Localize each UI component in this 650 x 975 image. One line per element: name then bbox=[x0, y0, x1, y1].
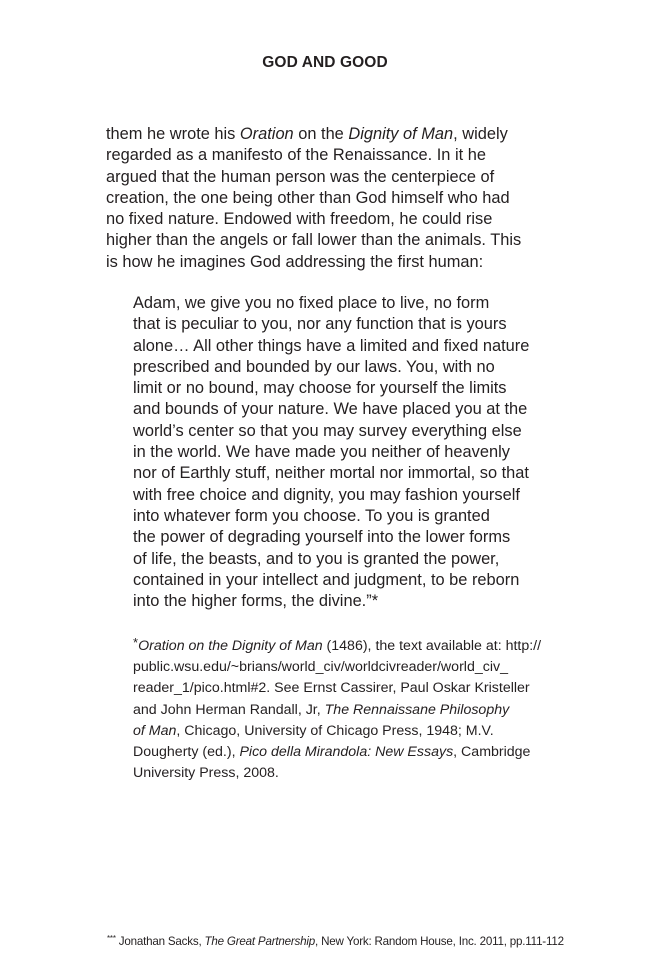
quote-line: world’s center so that you may survey everything else bbox=[133, 421, 522, 440]
quote-line: Adam, we give you no fixed place to live, no form bbox=[133, 294, 490, 312]
quote-line: and bounds of your nature. We have placed you at the bbox=[133, 400, 528, 419]
body-paragraph bbox=[106, 124, 556, 273]
block-quote bbox=[133, 293, 561, 612]
quote-line: in the world. We have made you neither of heavenly bbox=[133, 443, 510, 462]
body-line: is how he imagines God addressing the first human: bbox=[106, 252, 484, 271]
body-line: argued that the human person was the centerpiece of bbox=[106, 167, 495, 186]
note-marker: * bbox=[133, 635, 139, 650]
page-footnote: *** Jonathan Sacks, The Great Partnership, New York: Random House, Inc. 2011, pp.111-112 bbox=[107, 934, 564, 948]
note-line: and John Herman Randall, Jr, The Rennaissane Philosophy bbox=[133, 701, 510, 718]
citation-note bbox=[133, 632, 563, 784]
body-line: higher than the angels or fall lower than the animals. This bbox=[106, 231, 522, 250]
note-line: of Man, Chicago, University of Chicago Press, 1948; M.V. bbox=[133, 722, 494, 739]
quote-line: prescribed and bounded by our laws. You, with no bbox=[133, 357, 495, 376]
running-head: GOD AND GOOD bbox=[262, 54, 388, 71]
note-line: reader_1/pico.html#2. See Ernst Cassirer, Paul Oskar Kristeller bbox=[133, 680, 530, 697]
note-line: University Press, 2008. bbox=[133, 765, 279, 782]
body-line: no fixed nature. Endowed with freedom, he could rise bbox=[106, 210, 493, 229]
quote-line: alone… All other things have a limited and fixed nature bbox=[133, 336, 530, 355]
quote-line: the power of degrading yourself into the lower forms bbox=[133, 528, 511, 547]
quote-line: nor of Earthly stuff, neither mortal nor immortal, so that bbox=[133, 464, 529, 483]
note-line: public.wsu.edu/~brians/world_civ/worldcivreader/world_civ_ bbox=[133, 659, 508, 676]
oration-title: Oration bbox=[239, 125, 294, 143]
body-line: regarded as a manifesto of the Renaissance. In it he bbox=[106, 146, 486, 165]
quote-line: with free choice and dignity, you may fashion yourself bbox=[133, 485, 520, 504]
quote-line: into the higher forms, the divine.”* bbox=[133, 592, 379, 611]
quote-line: into whatever form you choose. To you is granted bbox=[133, 506, 490, 525]
body-line: them he wrote his Oration on the Dignity of Man, widely bbox=[106, 125, 508, 143]
note-line: Dougherty (ed.), Pico della Mirandola: New Essays, Cambridge bbox=[133, 744, 531, 761]
quote-line: contained in your intellect and judgment, to be reborn bbox=[133, 570, 520, 589]
dignity-title: Dignity of Man bbox=[348, 125, 454, 143]
quote-line: limit or no bound, may choose for yourself the limits bbox=[133, 379, 507, 398]
footnote-book-title: The Great Partnership bbox=[204, 935, 316, 948]
quote-line: of life, the beasts, and to you is granted the power, bbox=[133, 549, 500, 568]
note-line: *Oration on the Dignity of Man (1486), the text available at: http:// bbox=[133, 635, 542, 654]
quote-line: that is peculiar to you, nor any function that is yours bbox=[133, 315, 507, 334]
body-line: creation, the one being other than God himself who had bbox=[106, 188, 510, 207]
footnote-marker: *** bbox=[107, 934, 116, 943]
